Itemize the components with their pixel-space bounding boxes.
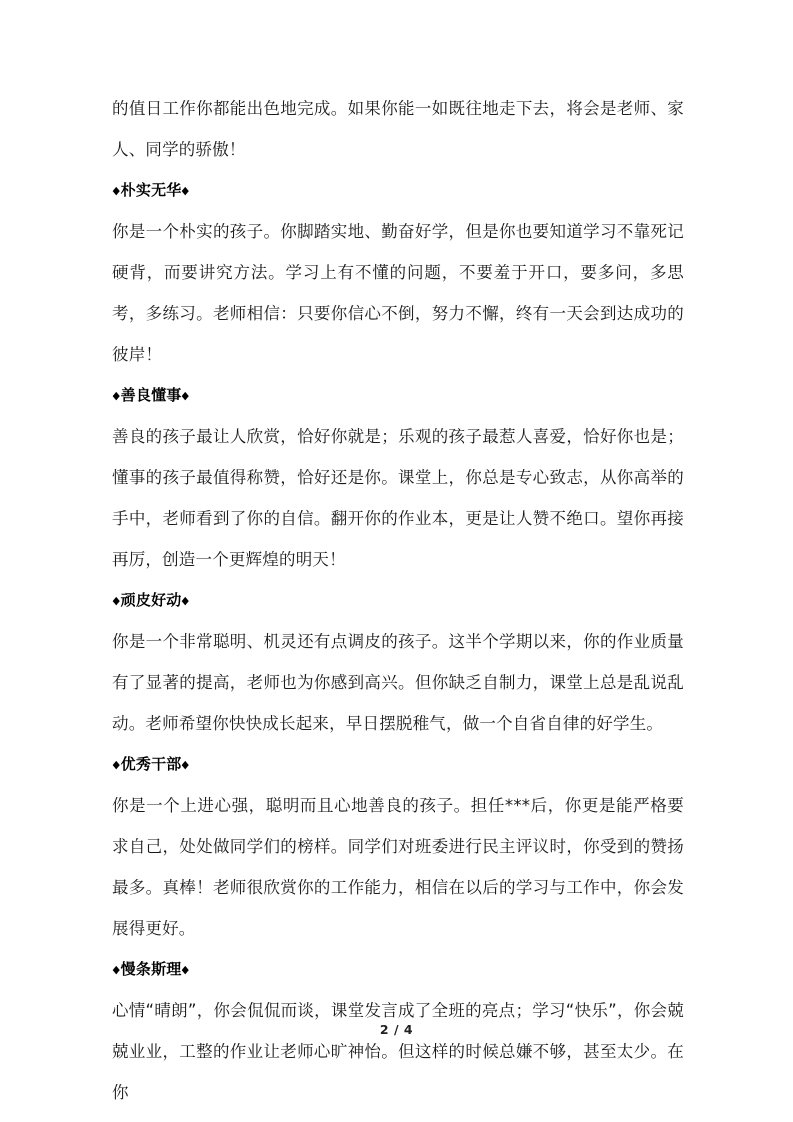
diamond-bullet-icon: ◆	[182, 963, 190, 976]
paragraph-shanliang-dongshi: 善良的孩子最让人欣赏，恰好你就是；乐观的孩子最惹人喜爱，恰好你也是；懂事的孩子最值得称赞，恰好还是你。课堂上，你总是专心致志，从你高举的手中，老师看到了你的自信。翻开你的作业本，更是让人赞不绝口。望你再接再厉，创造一个更辉煌的明天！	[112, 427, 684, 569]
section-heading-label: 优秀干部	[120, 755, 182, 773]
paragraph-mantiao-sili: 心情“晴朗”，你会侃侃而谈，课堂发言成了全班的亮点；学习“快乐”，你会兢兢业业，工整的作业让老师心旷神怡。但这样的时候总嫌不够，甚至太少。在你	[112, 1001, 684, 1102]
paragraph-youxiu-ganbu: 你是一个上进心强，聪明而且心地善良的孩子。担任***后，你更是能严格要求自己，处处做同学们的榜样。同学们对班委进行民主评议时，你受到的赞扬最多。真棒！老师很欣赏你的工作能力，相信在以后的学习与工作中，你会发展得更好。	[112, 796, 684, 938]
heading-wanpi-haodong	[112, 580, 684, 621]
diamond-bullet-icon: ◆	[112, 594, 121, 607]
diamond-bullet-icon: ◆	[112, 184, 121, 197]
heading-pushi-wuhua	[112, 170, 684, 211]
section-heading-label: 慢条斯理	[120, 960, 182, 978]
diamond-bullet-icon: ◆	[112, 758, 121, 771]
diamond-bullet-icon: ◆	[182, 758, 190, 771]
page-number-footer: 2 / 4	[379, 1022, 414, 1037]
diamond-bullet-icon: ◆	[112, 963, 121, 976]
section-heading-label: 顽皮好动	[120, 591, 182, 609]
diamond-bullet-icon: ◆	[112, 389, 121, 402]
paragraph-pushi-wuhua: 你是一个朴实的孩子。你脚踏实地、勤奋好学，但是你也要知道学习不靠死记硬背，而要讲究方法。学习上有不懂的问题，不要羞于开口，要多问，多思考，多练习。老师相信：只要你信心不倒，努力不懈，终有一天会到达成功的彼岸！	[112, 222, 684, 364]
paragraph-intro-continuation: 的值日工作你都能出色地完成。如果你能一如既往地走下去，将会是老师、家人、同学的骄傲！	[112, 99, 684, 159]
section-heading-label: 善良懂事	[120, 386, 182, 404]
paragraph-wanpi-haodong: 你是一个非常聪明、机灵还有点调皮的孩子。这半个学期以来，你的作业质量有了显著的提高，老师也为你感到高兴。但你缺乏自制力，课堂上总是乱说乱动。老师希望你快快成长起来，早日摆脱稚气，做一个自省自律的好学生。	[112, 632, 684, 733]
heading-shanliang-dongshi	[112, 375, 684, 416]
section-heading-label: 朴实无华	[120, 181, 182, 199]
heading-mantiao-sili	[112, 949, 684, 990]
heading-youxiu-ganbu	[112, 744, 684, 785]
document-body	[112, 88, 684, 1113]
diamond-bullet-icon: ◆	[182, 594, 190, 607]
diamond-bullet-icon: ◆	[182, 184, 190, 197]
diamond-bullet-icon: ◆	[182, 389, 190, 402]
